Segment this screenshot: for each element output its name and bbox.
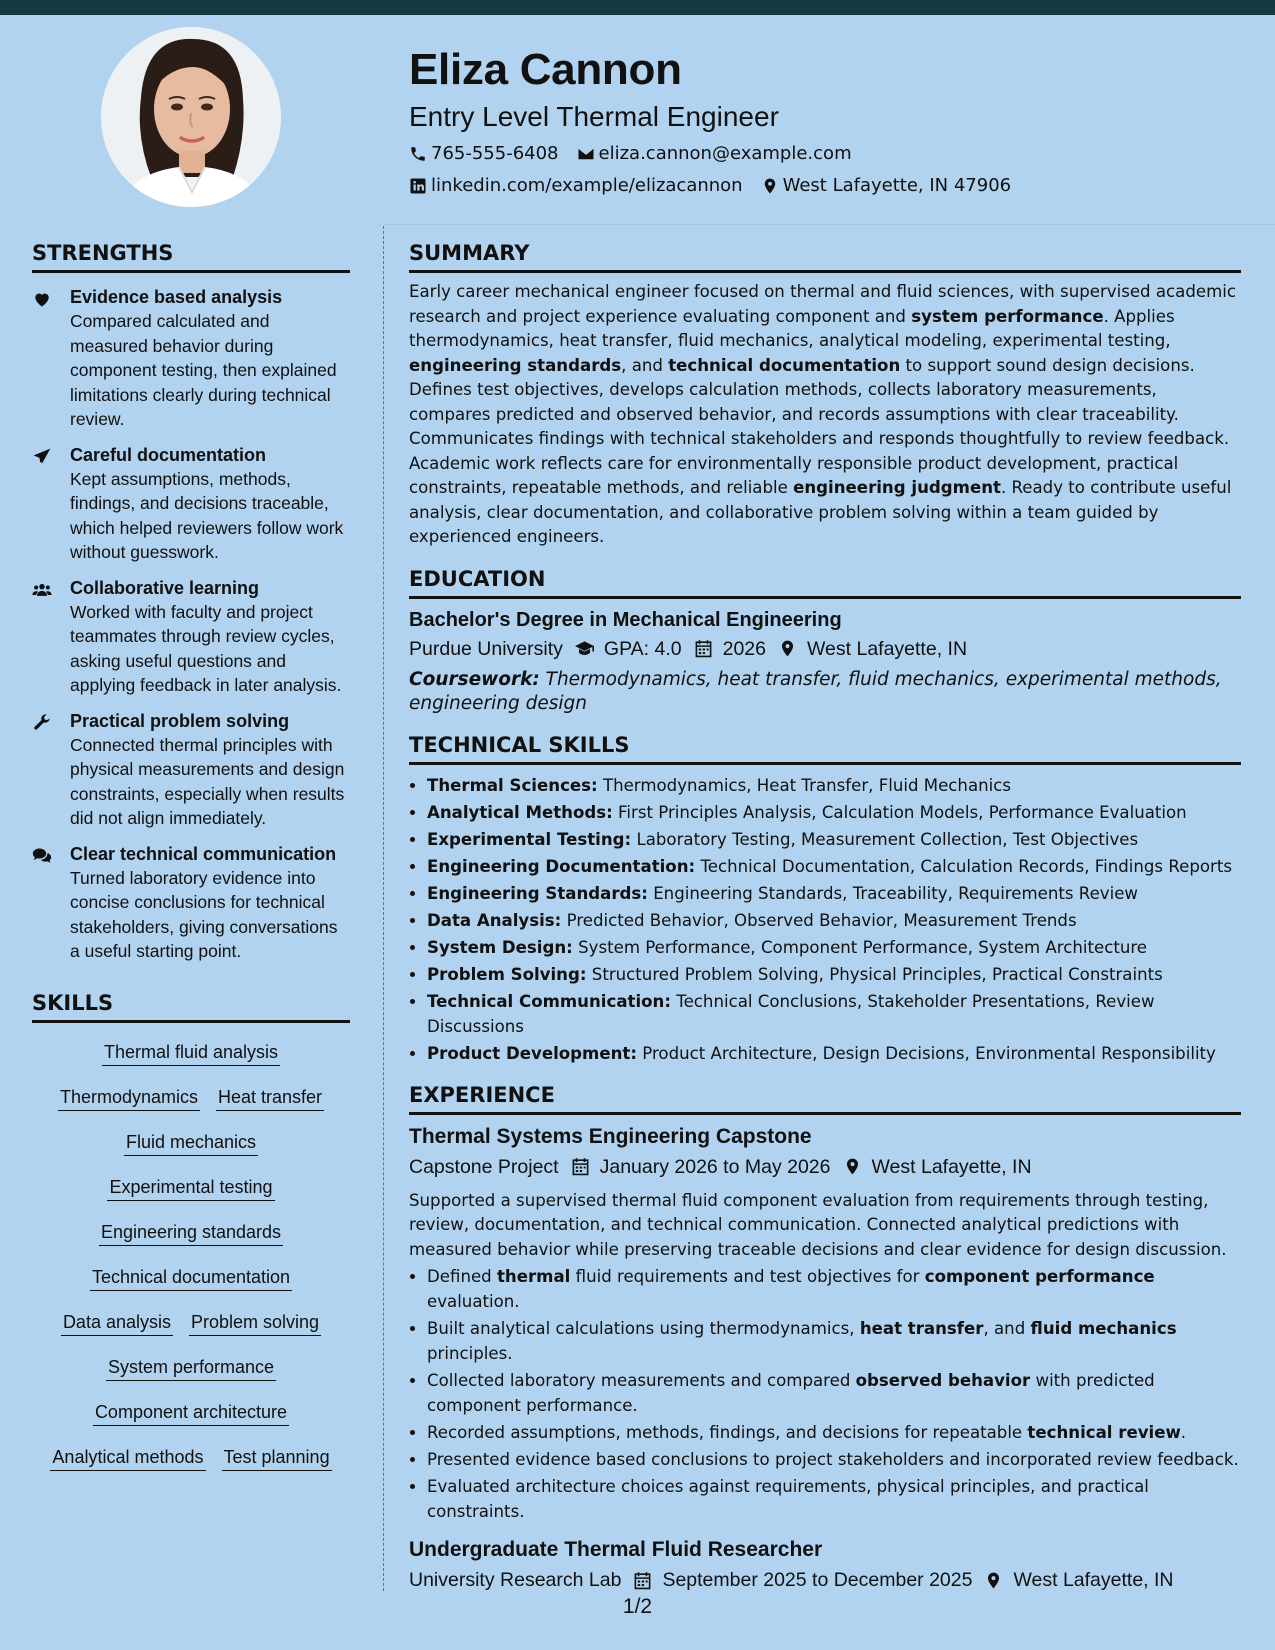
bullet-text: . xyxy=(1180,1423,1187,1442)
list-item xyxy=(427,881,1241,906)
skill-category: Technical Communication: xyxy=(427,991,671,1011)
strength-description: Worked with faculty and project teammates through review cycles, asking useful questions and applying feedback in later analysis. xyxy=(70,601,342,695)
candidate-name: Eliza Cannon xyxy=(409,45,682,94)
bullet-text: Evaluated architecture choices against requirements, physical principles, and practical constraints. xyxy=(427,1477,1149,1521)
coursework xyxy=(409,668,1241,716)
list-item xyxy=(427,962,1241,987)
bullet-keyword: technical review xyxy=(1027,1423,1181,1442)
skill-row xyxy=(32,1258,350,1303)
strength-title: Careful documentation xyxy=(70,444,267,465)
skills-heading: SKILLS xyxy=(32,988,350,1023)
strength-item xyxy=(32,576,350,698)
list-item xyxy=(427,800,1241,825)
strength-item xyxy=(32,709,350,831)
strengths-heading: STRENGTHS xyxy=(32,238,350,273)
list-item xyxy=(427,908,1241,933)
location-text: West Lafayette, IN xyxy=(1013,1569,1174,1591)
skill-category: Product Development: xyxy=(427,1043,637,1063)
list-item xyxy=(427,854,1241,879)
summary-segment: , and xyxy=(621,355,669,375)
job-role-title: Thermal Systems Engineering Capstone xyxy=(409,1124,812,1148)
skill-tag: Analytical methods xyxy=(50,1444,205,1471)
strength-description: Kept assumptions, methods, findings, and decisions traceable, which helped reviewers follow work without guesswork. xyxy=(70,468,344,562)
summary-segment: . Ready to contribute useful analysis, clear documentation, and collaborative problem solving within a team guided by experienced engineers. xyxy=(409,478,1232,546)
education-heading: EDUCATION xyxy=(409,564,1241,599)
skill-category: Data Analysis: xyxy=(427,910,562,930)
skill-row xyxy=(32,1123,350,1168)
users-icon xyxy=(32,580,52,600)
list-item xyxy=(427,1264,1241,1314)
strength-title: Clear technical communication xyxy=(70,843,337,864)
list-item xyxy=(427,989,1241,1039)
job-title: Entry Level Thermal Engineer xyxy=(409,101,779,132)
experience-section xyxy=(409,1080,1241,1597)
bullet-text: principles. xyxy=(427,1344,513,1363)
skill-tag: Heat transfer xyxy=(216,1084,324,1111)
summary-text xyxy=(409,280,1241,550)
bullet-text: Recorded assumptions, methods, findings, and decisions for repeatable xyxy=(427,1423,1028,1442)
skill-category: System Design: xyxy=(427,937,573,957)
skill-values: Laboratory Testing, Measurement Collection, Test Objectives xyxy=(631,829,1139,849)
linkedin-text: linkedin.com/example/elizacannon xyxy=(431,175,743,196)
strength-title: Evidence based analysis xyxy=(70,287,283,307)
skill-values: Technical Conclusions, Stakeholder Presentations, Review Discussions xyxy=(427,991,1155,1036)
skill-row xyxy=(32,1213,350,1258)
strengths-list xyxy=(32,285,350,964)
bullet-text: Built analytical calculations using thermodynamics, xyxy=(427,1319,860,1338)
list-item xyxy=(427,1420,1241,1445)
graduation-cap-icon xyxy=(575,639,594,658)
skill-row xyxy=(32,1168,350,1213)
summary-keyword: engineering standards xyxy=(409,355,622,375)
skill-values: First Principles Analysis, Calculation Models, Performance Evaluation xyxy=(612,802,1187,822)
skill-category: Engineering Standards: xyxy=(427,883,648,903)
bullet-text: , and xyxy=(983,1319,1031,1338)
education-meta xyxy=(409,633,1241,665)
job-role-title: Undergraduate Thermal Fluid Researcher xyxy=(409,1538,823,1561)
phone-contact[interactable] xyxy=(409,138,559,170)
education-section xyxy=(409,564,1241,716)
skill-category: Experimental Testing: xyxy=(427,829,632,849)
list-item xyxy=(427,1041,1241,1066)
calendar-icon xyxy=(571,1157,590,1176)
skill-values: System Performance, Component Performance, System Architecture xyxy=(572,937,1148,957)
bullet-keyword: component performance xyxy=(924,1267,1155,1286)
strength-item xyxy=(32,285,350,432)
skill-row xyxy=(32,1393,350,1438)
map-pin-icon xyxy=(778,639,797,658)
job-description: Supported a supervised thermal fluid component evaluation from requirements through testing, review, documentation, and technical communication. Connected analytical predictions with measured behavior while preserving traceable decisions and clear evidence for design discussion. xyxy=(409,1190,1227,1259)
summary-segment: Early career mechanical engineer focused on thermal and fluid sciences, with supervised academic research and project experience evaluating component and xyxy=(409,282,1236,326)
coursework-label: Coursework: xyxy=(409,668,540,690)
job-dates xyxy=(633,1564,972,1596)
skill-tag: Thermal fluid analysis xyxy=(102,1039,280,1066)
skill-tag: Experimental testing xyxy=(107,1174,274,1201)
skill-tag: Technical documentation xyxy=(90,1264,292,1291)
phone-icon xyxy=(409,145,427,163)
contact-row-1 xyxy=(409,138,1249,170)
strength-item xyxy=(32,842,350,964)
gpa-text: GPA: 4.0 xyxy=(603,637,682,660)
list-item xyxy=(427,827,1241,852)
skill-tag: System performance xyxy=(106,1354,276,1381)
year-text: 2026 xyxy=(722,637,766,660)
bullet-text: with predicted component performance. xyxy=(427,1371,1155,1415)
skill-tag: Data analysis xyxy=(61,1309,173,1336)
location-contact xyxy=(761,170,1012,202)
bullet-keyword: heat transfer xyxy=(859,1319,984,1338)
skill-category: Thermal Sciences: xyxy=(427,775,598,795)
graduation-year xyxy=(694,633,766,665)
summary-keyword: technical documentation xyxy=(668,355,901,375)
job-dates xyxy=(571,1151,831,1183)
email-text: eliza.cannon@example.com xyxy=(598,143,852,164)
bullet-text: fluid requirements and test objectives for xyxy=(570,1267,925,1286)
skill-row xyxy=(32,1033,350,1078)
dates-text: September 2025 to December 2025 xyxy=(662,1569,973,1591)
skill-values: Engineering Standards, Traceability, Requirements Review xyxy=(647,883,1138,903)
profile-photo xyxy=(101,27,281,207)
technical-skills-heading: TECHNICAL SKILLS xyxy=(409,730,1241,765)
summary-segment: to support sound design decisions. Defines test objectives, develops calculation methods, collects laboratory measurements, compares predicted and observed behavior, and records assumptions with clear traceability. Communicates findings with technical stakeholders and responds thoughtfully to review feedback. Academic work reflects care for environmentally responsible product development, practical constraints, repeatable methods, and reliable xyxy=(409,355,1230,497)
bullet-text: evaluation. xyxy=(427,1292,520,1311)
skill-tag: Component architecture xyxy=(93,1399,289,1426)
experience-heading: EXPERIENCE xyxy=(409,1080,1241,1115)
skill-row xyxy=(32,1438,350,1483)
location-text: West Lafayette, IN xyxy=(871,1155,1032,1178)
job-bullets xyxy=(409,1264,1241,1524)
list-item xyxy=(427,1316,1241,1366)
skill-tag: Test planning xyxy=(222,1444,332,1471)
strength-description: Compared calculated and measured behavior during component testing, then explained limitations clearly during technical review. xyxy=(70,311,337,429)
skill-values: Structured Problem Solving, Physical Principles, Practical Constraints xyxy=(586,964,1163,984)
technical-skills-list xyxy=(409,773,1241,1066)
summary-segment: . Applies thermodynamics, heat transfer, fluid mechanics, analytical modeling, experimental testing, xyxy=(409,306,1175,350)
email-contact[interactable] xyxy=(577,138,852,170)
strength-description: Connected thermal principles with physical measurements and design constraints, especially when results did not align immediately. xyxy=(70,734,345,828)
bullet-text: Collected laboratory measurements and compared xyxy=(427,1371,856,1390)
skills-list xyxy=(32,1033,350,1483)
strength-title: Practical problem solving xyxy=(70,710,290,731)
skill-category: Analytical Methods: xyxy=(427,802,613,822)
skill-tag: Fluid mechanics xyxy=(124,1129,258,1156)
top-bar xyxy=(0,0,1275,15)
list-item xyxy=(427,773,1241,798)
contact-row-2 xyxy=(409,170,1249,202)
header-rule xyxy=(384,224,1275,225)
skill-row xyxy=(32,1303,350,1348)
right-column xyxy=(409,238,1241,1596)
map-pin-icon xyxy=(761,177,779,195)
education-location xyxy=(778,633,967,665)
comments-icon xyxy=(32,846,52,866)
degree-title: Bachelor's Degree in Mechanical Engineering xyxy=(409,608,842,631)
job-meta xyxy=(409,1151,1241,1183)
job-location xyxy=(984,1564,1173,1596)
phone-text: 765-555-6408 xyxy=(431,143,559,164)
location-text: West Lafayette, IN xyxy=(806,637,968,660)
map-pin-icon xyxy=(984,1571,1003,1590)
summary-keyword: system performance xyxy=(911,306,1104,326)
school-name: Purdue University xyxy=(409,637,563,660)
bullet-keyword: thermal xyxy=(496,1267,571,1286)
envelope-icon xyxy=(577,145,595,163)
list-item xyxy=(427,1474,1241,1524)
dates-text: January 2026 to May 2026 xyxy=(599,1155,831,1178)
skill-values: Technical Documentation, Calculation Records, Findings Reports xyxy=(695,856,1232,876)
skill-category: Problem Solving: xyxy=(427,964,587,984)
skill-values: Predicted Behavior, Observed Behavior, Measurement Trends xyxy=(561,910,1077,930)
skill-row xyxy=(32,1078,350,1123)
list-item xyxy=(427,1447,1241,1472)
strength-item xyxy=(32,443,350,565)
paper-plane-icon xyxy=(32,447,52,467)
page-number: 1/2 xyxy=(622,1595,653,1618)
strength-title: Collaborative learning xyxy=(70,577,260,598)
map-pin-icon xyxy=(843,1157,862,1176)
coursework-list: Thermodynamics, heat transfer, fluid mechanics, experimental methods, engineering design xyxy=(409,668,1222,714)
linkedin-contact[interactable] xyxy=(409,170,743,202)
gpa xyxy=(575,633,682,665)
linkedin-icon xyxy=(409,177,427,195)
job-location xyxy=(843,1151,1032,1183)
list-item xyxy=(427,1368,1241,1418)
skill-tag: Problem solving xyxy=(189,1309,321,1336)
heart-icon xyxy=(32,289,52,309)
resume-header xyxy=(409,40,1249,202)
portrait-image xyxy=(101,27,281,207)
skill-row xyxy=(32,1348,350,1393)
skill-tag: Engineering standards xyxy=(99,1219,283,1246)
column-divider xyxy=(383,226,384,1591)
left-column xyxy=(32,238,350,1483)
bullet-keyword: observed behavior xyxy=(855,1371,1031,1390)
skill-values: Thermodynamics, Heat Transfer, Fluid Mechanics xyxy=(597,775,1012,795)
summary-heading: SUMMARY xyxy=(409,238,1241,273)
bullet-text: Defined xyxy=(427,1267,497,1286)
calendar-icon xyxy=(633,1571,652,1590)
job-meta xyxy=(409,1564,1241,1596)
bullet-keyword: fluid mechanics xyxy=(1030,1319,1177,1338)
skill-category: Engineering Documentation: xyxy=(427,856,696,876)
skill-values: Product Architecture, Design Decisions, Environmental Responsibility xyxy=(636,1043,1216,1063)
technical-skills-section xyxy=(409,730,1241,1066)
bullet-text: Presented evidence based conclusions to project stakeholders and incorporated review feedback. xyxy=(427,1450,1239,1469)
strength-description: Turned laboratory evidence into concise conclusions for technical stakeholders, giving conversations a useful starting point. xyxy=(70,867,338,961)
organization: Capstone Project xyxy=(409,1155,559,1178)
calendar-icon xyxy=(694,639,713,658)
skill-tag: Thermodynamics xyxy=(58,1084,200,1111)
list-item xyxy=(427,935,1241,960)
location-text: West Lafayette, IN 47906 xyxy=(782,175,1012,196)
summary-keyword: engineering judgment xyxy=(793,478,1001,497)
organization: University Research Lab xyxy=(409,1569,622,1591)
wrench-icon xyxy=(32,713,52,733)
